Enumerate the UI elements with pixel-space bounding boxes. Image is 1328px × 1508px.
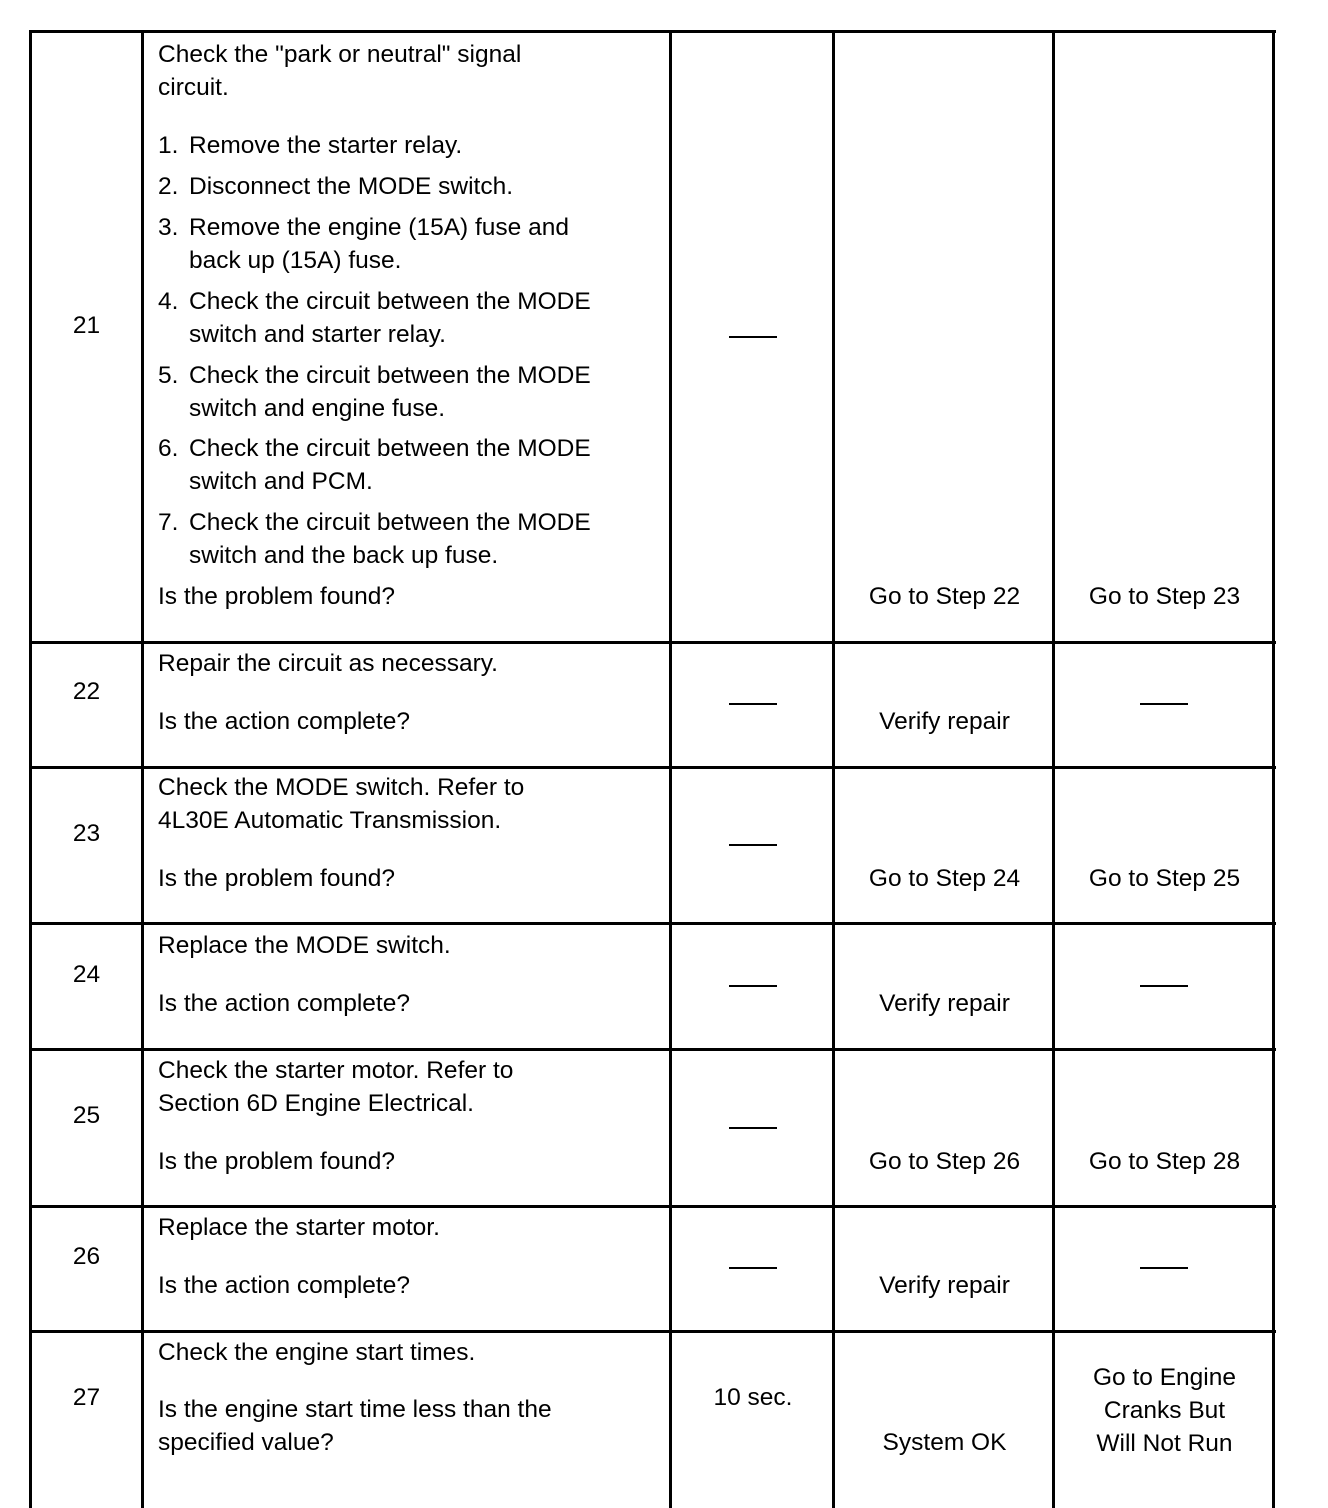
question-text: Is the action complete? xyxy=(158,1272,410,1299)
step-number: 21 xyxy=(72,312,101,339)
no-result: Go to Engine xyxy=(1092,1364,1237,1391)
yes-result: System OK xyxy=(882,1429,1007,1456)
empty-value-dash xyxy=(729,985,777,987)
yes-result: Go to Step 26 xyxy=(868,1148,1021,1175)
question-text: Is the problem found? xyxy=(158,865,395,892)
row-divider xyxy=(29,1205,1276,1208)
no-result: Go to Step 28 xyxy=(1088,1148,1241,1175)
action-text: Check the "park or neutral" signal xyxy=(158,41,522,68)
question-text: Is the action complete? xyxy=(158,708,410,735)
action-text: Check the engine start times. xyxy=(158,1339,476,1366)
action-text: Repair the circuit as necessary. xyxy=(158,650,498,677)
action-text: 4L30E Automatic Transmission. xyxy=(158,807,502,834)
no-result: Will Not Run xyxy=(1096,1430,1233,1457)
yes-result: Verify repair xyxy=(879,1272,1010,1299)
row-divider xyxy=(29,766,1276,769)
yes-result: Verify repair xyxy=(879,708,1010,735)
step-number: 24 xyxy=(72,961,101,988)
action-text: circuit. xyxy=(158,74,229,101)
column-divider xyxy=(141,30,144,1508)
specified-value: 10 sec. xyxy=(713,1384,793,1411)
table-top-border xyxy=(29,30,1276,33)
question-text: Is the engine start time less than the xyxy=(158,1396,552,1423)
action-text: Replace the MODE switch. xyxy=(158,932,451,959)
empty-value-dash xyxy=(729,336,777,338)
question-text: specified value? xyxy=(158,1429,334,1456)
empty-value-dash xyxy=(729,1127,777,1129)
step-number: 26 xyxy=(72,1243,101,1270)
empty-no-dash xyxy=(1140,703,1188,705)
step-number: 23 xyxy=(72,820,101,847)
yes-result: Verify repair xyxy=(879,990,1010,1017)
table-left-border xyxy=(29,30,32,1508)
table-right-border xyxy=(1272,30,1275,1508)
action-text: Replace the starter motor. xyxy=(158,1214,440,1241)
no-result: Cranks But xyxy=(1103,1397,1226,1424)
action-text: Check the starter motor. Refer to xyxy=(158,1057,514,1084)
step-number: 27 xyxy=(72,1384,101,1411)
step-number: 22 xyxy=(72,678,101,705)
action-text: Check the MODE switch. Refer to xyxy=(158,774,525,801)
empty-value-dash xyxy=(729,703,777,705)
empty-value-dash xyxy=(729,844,777,846)
question-text: Is the action complete? xyxy=(158,990,410,1017)
row-divider xyxy=(29,1048,1276,1051)
empty-no-dash xyxy=(1140,985,1188,987)
no-result: Go to Step 23 xyxy=(1088,583,1241,610)
yes-result: Go to Step 24 xyxy=(868,865,1021,892)
column-divider xyxy=(669,30,672,1508)
action-text: Section 6D Engine Electrical. xyxy=(158,1090,474,1117)
row-divider xyxy=(29,922,1276,925)
empty-no-dash xyxy=(1140,1267,1188,1269)
row-divider xyxy=(29,1330,1276,1333)
question-text: Is the problem found? xyxy=(158,1148,395,1175)
no-result: Go to Step 25 xyxy=(1088,865,1241,892)
question-text: Is the problem found? xyxy=(158,583,395,610)
yes-result: Go to Step 22 xyxy=(868,583,1021,610)
empty-value-dash xyxy=(729,1267,777,1269)
step-number: 25 xyxy=(72,1102,101,1129)
row-divider xyxy=(29,641,1276,644)
